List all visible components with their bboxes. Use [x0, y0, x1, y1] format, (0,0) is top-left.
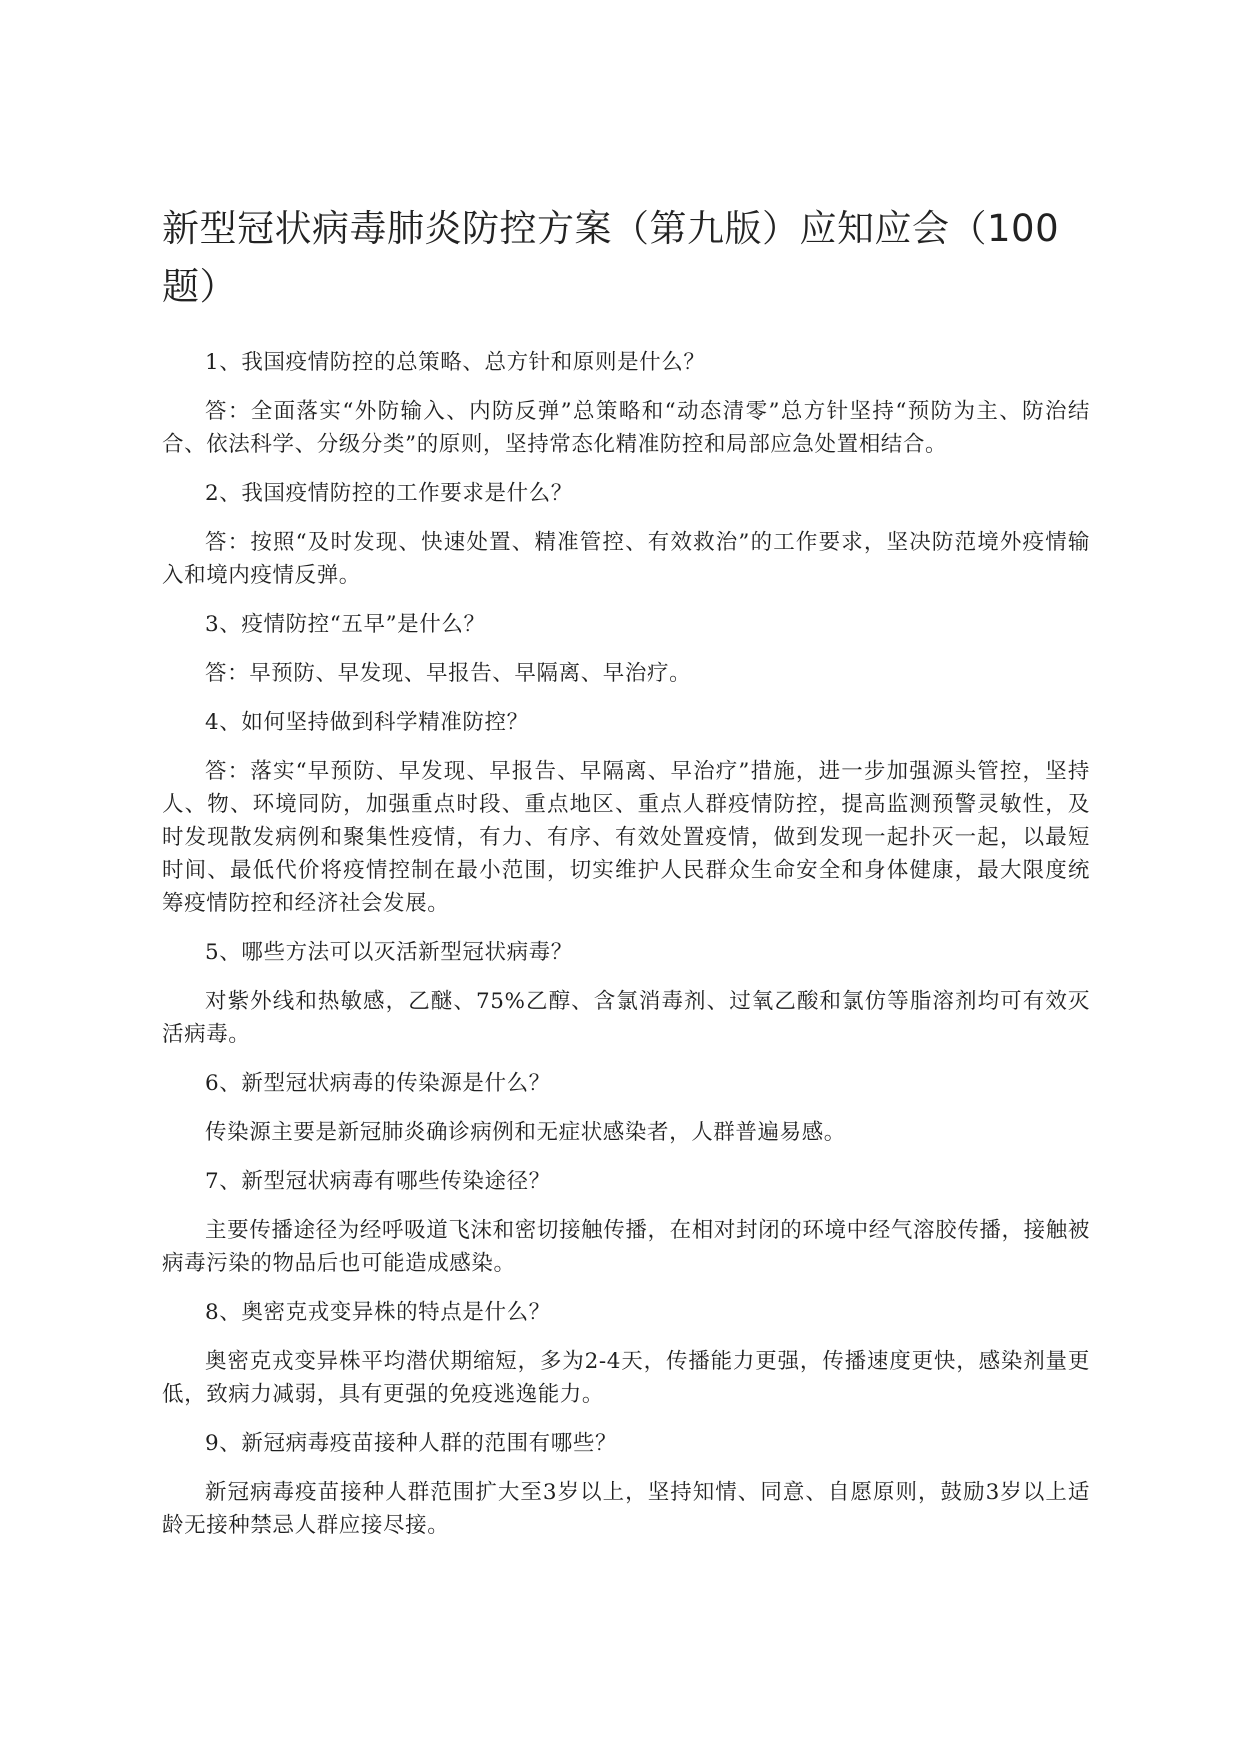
answer-9: 新冠病毒疫苗接种人群范围扩大至3岁以上，坚持知情、同意、自愿原则，鼓励3岁以上适龄无接种禁忌人群应接尽接。: [162, 1480, 1090, 1538]
question-7: 7、新型冠状病毒有哪些传染途径？: [205, 1169, 551, 1194]
document-title: 新型冠状病毒肺炎防控方案（第九版）应知应会（100题）: [162, 207, 1060, 308]
question-1: 1、我国疫情防控的总策略、总方针和原则是什么？: [205, 350, 706, 375]
answer-8: 奥密克戎变异株平均潜伏期缩短，多为2-4天，传播能力更强，传播速度更快，感染剂量更低，致病力减弱，具有更强的免疫逃逸能力。: [162, 1349, 1090, 1407]
answer-1: 答：全面落实“外防输入、内防反弹”总策略和“动态清零”总方针坚持“预防为主、防治结合、依法科学、分级分类”的原则，坚持常态化精准防控和局部应急处置相结合。: [162, 399, 1090, 457]
question-4: 4、如何坚持做到科学精准防控？: [205, 710, 529, 735]
qa-list: [162, 346, 1090, 1542]
question-6: 6、新型冠状病毒的传染源是什么？: [205, 1071, 551, 1096]
question-2: 2、我国疫情防控的工作要求是什么？: [205, 481, 573, 506]
answer-3: 答：早预防、早发现、早报告、早隔离、早治疗。: [205, 661, 692, 686]
answer-5: 对紫外线和热敏感，乙醚、75%乙醇、含氯消毒剂、过氧乙酸和氯仿等脂溶剂均可有效灭活病毒。: [162, 989, 1090, 1047]
question-5: 5、哪些方法可以灭活新型冠状病毒？: [205, 940, 573, 965]
answer-4: 答：落实“早预防、早发现、早报告、早隔离、早治疗”措施，进一步加强源头管控，坚持人、物、环境同防，加强重点时段、重点地区、重点人群疫情防控，提高监测预警灵敏性，及时发现散发病例和聚集性疫情，有力、有序、有效处置疫情，做到发现一起扑灭一起，以最短时间、最低代价将疫情控制在最小范围，切实维护人民群众生命安全和身体健康，最大限度统筹疫情防控和经济社会发展。: [162, 759, 1090, 916]
document-page: [162, 200, 1090, 1558]
question-9: 9、新冠病毒疫苗接种人群的范围有哪些？: [205, 1431, 618, 1456]
question-3: 3、疫情防控“五早”是什么？: [205, 612, 486, 637]
answer-2: 答：按照“及时发现、快速处置、精准管控、有效救治”的工作要求，坚决防范境外疫情输入和境内疫情反弹。: [162, 530, 1090, 588]
answer-7: 主要传播途径为经呼吸道飞沫和密切接触传播，在相对封闭的环境中经气溶胶传播，接触被病毒污染的物品后也可能造成感染。: [162, 1218, 1090, 1276]
answer-6: 传染源主要是新冠肺炎确诊病例和无症状感染者，人群普遍易感。: [205, 1120, 846, 1145]
question-8: 8、奥密克戎变异株的特点是什么？: [205, 1300, 551, 1325]
